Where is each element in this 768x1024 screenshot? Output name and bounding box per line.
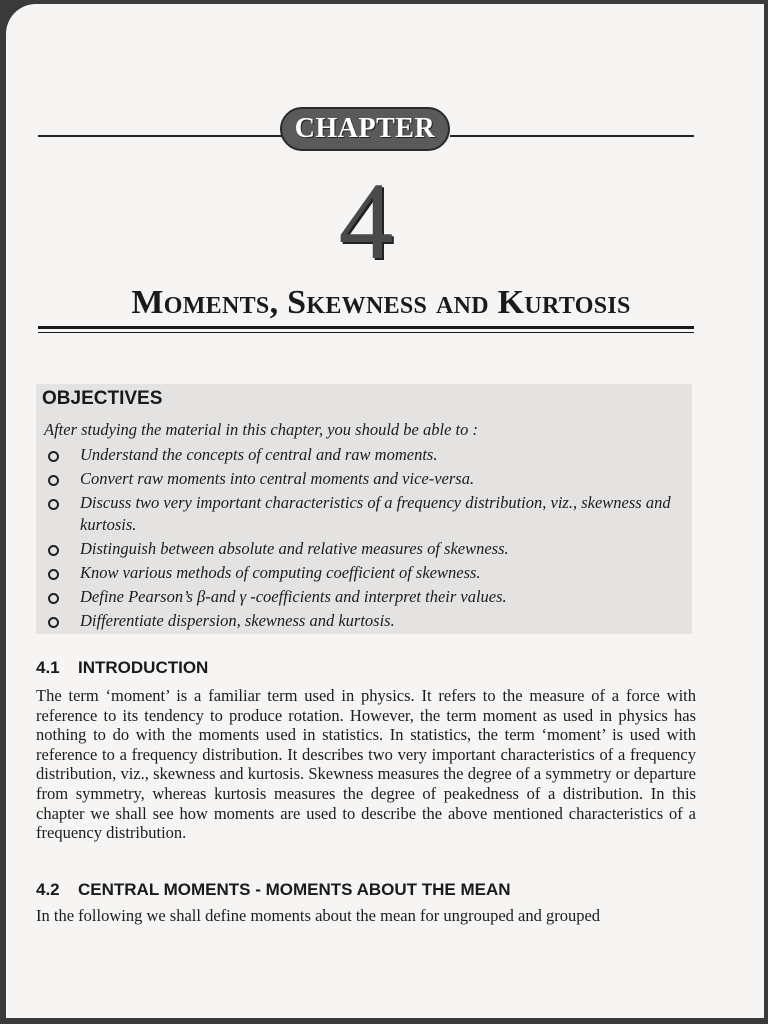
section-heading-introduction — [36, 658, 208, 678]
introduction-paragraph: The term ‘moment’ is a familiar term used in physics. It refers to the measure of a force with reference to its tendency to produce rotation. However, the term moment as used in physics has nothing to do with the moments used in statistics. In statistics, the term ‘moment’ is used with reference to a frequency distribution. It describes two very important characteristics of a frequency distribution, viz., skewness and kurtosis. Skewness measures the degree of a symmetry or departure from symmetry, whereas kurtosis measures the degree of peakedness of a distribution. In this chapter we shall see how moments are used to describe the above mentioned characteristics of a frequency distribution. — [36, 686, 696, 843]
objective-item: Differentiate dispersion, skewness and kurtosis. — [42, 610, 686, 632]
circle-bullet-icon — [48, 451, 59, 462]
objective-item: Discuss two very important characteristics of a frequency distribution, viz., skewness and kurtosis. — [42, 492, 686, 536]
section-heading-central-moments — [36, 880, 511, 900]
objective-item: Define Pearson’s β-and γ -coefficients and interpret their values. — [42, 586, 686, 608]
central-moments-paragraph: In the following we shall define moments about the mean for ungrouped and grouped — [36, 906, 601, 925]
chapter-number: 4 — [338, 160, 394, 282]
chapter-label: CHAPTER — [294, 113, 436, 144]
section-number: 4.1 — [36, 658, 60, 677]
section-title: INTRODUCTION — [78, 658, 209, 677]
objective-item: Know various methods of computing coefficient of skewness. — [42, 562, 686, 584]
objective-item: Convert raw moments into central moments and vice-versa. — [42, 468, 686, 490]
objectives-heading: OBJECTIVES — [42, 388, 163, 409]
objectives-intro: After studying the material in this chapter, you should be able to : — [44, 420, 478, 439]
circle-bullet-icon — [48, 593, 59, 604]
section-title: CENTRAL MOMENTS - MOMENTS ABOUT THE MEAN — [78, 880, 511, 899]
title-rule-thick — [38, 326, 694, 329]
circle-bullet-icon — [48, 475, 59, 486]
circle-bullet-icon — [48, 499, 59, 510]
objectives-list — [42, 444, 686, 634]
objective-item: Distinguish between absolute and relative measures of skewness. — [42, 538, 686, 560]
section-number: 4.2 — [36, 880, 60, 899]
objectives-box — [36, 384, 692, 634]
circle-bullet-icon — [48, 545, 59, 556]
circle-bullet-icon — [48, 617, 59, 628]
title-rule-thin — [38, 332, 694, 333]
circle-bullet-icon — [48, 569, 59, 580]
chapter-title: Moments, Skewness and Kurtosis — [131, 284, 631, 321]
chapter-rule-right — [450, 135, 694, 137]
objective-item: Understand the concepts of central and raw moments. — [42, 444, 686, 466]
chapter-rule-left — [38, 135, 290, 137]
chapter-badge — [280, 107, 450, 151]
book-page — [6, 4, 764, 1018]
